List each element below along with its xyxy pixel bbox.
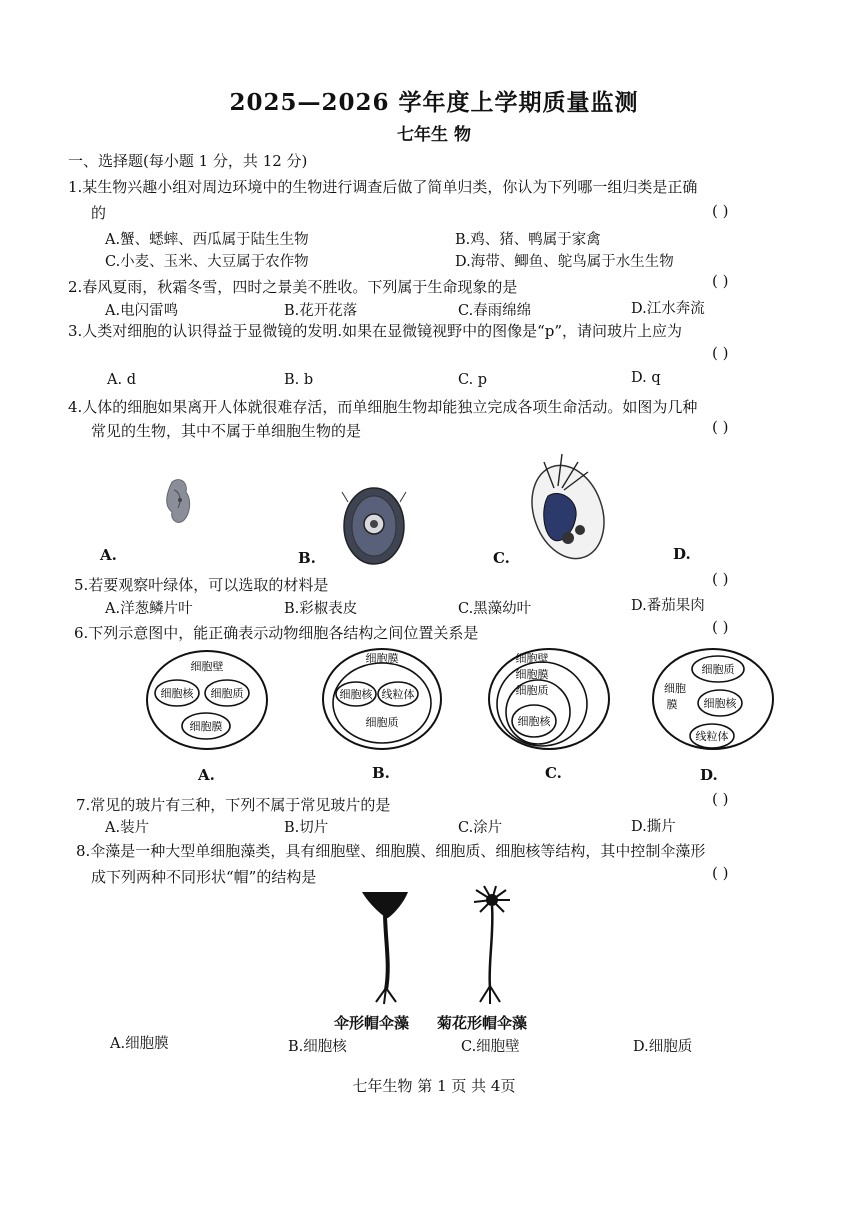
section-heading: 一、选择题(每小题 1 分，共 12 分)	[68, 152, 308, 170]
diagram-label: 细胞膜	[365, 652, 399, 665]
option-a[interactable]: A.	[198, 766, 215, 784]
question-text-cont: 常见的生物，其中不属于单细胞生物的是	[91, 422, 362, 440]
option-c[interactable]: C.	[493, 549, 510, 567]
option-b[interactable]: B. b	[284, 372, 314, 388]
answer-blank[interactable]: ( )	[712, 272, 729, 290]
option-c[interactable]: C.涂片	[458, 820, 503, 836]
diagram-label: 细胞核	[160, 687, 194, 700]
bacterium-image	[150, 470, 210, 530]
option-b[interactable]: B.切片	[284, 820, 329, 836]
question-text: 2.春风夏雨，秋霜冬雪，四时之景美不胜收。下列属于生命现象的是	[68, 278, 518, 296]
option-d[interactable]: D.番茄果肉	[631, 598, 705, 614]
diagram-label: 线粒体	[695, 730, 729, 743]
cell-diagram-c	[486, 646, 612, 752]
question-text: 3.人类对细胞的认识得益于显微镜的发明.如果在显微镜视野中的图像是“p”，请问玻片上应为	[68, 322, 683, 340]
diagram-label: 膜	[666, 698, 678, 711]
umbrella-cap-acetabularia-image	[356, 886, 416, 1010]
option-b[interactable]: B.鸡、猪、鸭属于家禽	[455, 232, 601, 248]
option-c[interactable]: C. p	[458, 372, 488, 388]
option-b[interactable]: B.细胞核	[288, 1039, 347, 1055]
diagram-label: 细胞壁	[190, 660, 224, 673]
diagram-label: 细胞壁	[515, 652, 549, 665]
diagram-label: 细胞质	[701, 663, 735, 676]
hydra-image	[518, 448, 618, 568]
answer-blank[interactable]: ( )	[712, 344, 729, 362]
chrysanthemum-cap-acetabularia-image	[466, 884, 520, 1010]
option-a[interactable]: A.蟹、蟋蟀、西瓜属于陆生生物	[105, 232, 309, 248]
question-text: 4.人体的细胞如果离开人体就很难存活，而单细胞生物却能独立完成各项生命活动。如图为几种	[68, 398, 698, 416]
option-b[interactable]: B.花开花落	[284, 303, 358, 319]
cell-diagram-d	[650, 646, 776, 752]
diagram-label: 细胞质	[210, 687, 244, 700]
diagram-label: 细胞质	[365, 716, 399, 729]
answer-blank[interactable]: ( )	[712, 618, 729, 636]
diagram-label: 细胞核	[703, 697, 737, 710]
question-text-cont: 的	[91, 204, 107, 222]
option-a[interactable]: A.装片	[105, 820, 150, 836]
option-c[interactable]: C.细胞壁	[461, 1039, 520, 1055]
question-text-cont: 成下列两种不同形状“帽”的结构是	[91, 868, 317, 886]
option-d[interactable]: D. q	[631, 370, 661, 386]
answer-blank[interactable]: ( )	[712, 202, 729, 220]
answer-blank[interactable]: ( )	[712, 790, 729, 808]
option-b[interactable]: B.彩椒表皮	[284, 601, 358, 617]
option-c[interactable]: C.春雨绵绵	[458, 303, 532, 319]
option-d[interactable]: D.江水奔流	[631, 301, 705, 317]
figure-label-umbrella: 伞形帽伞藻	[334, 1014, 410, 1032]
diagram-label: 细胞核	[339, 688, 373, 701]
diagram-label: 细胞膜	[189, 720, 223, 733]
figure-label-chrysanthemum: 菊花形帽伞藻	[437, 1014, 528, 1032]
question-text: 8.伞藻是一种大型单细胞藻类，具有细胞壁、细胞膜、细胞质、细胞核等结构，其中控制伞藻形	[76, 842, 706, 860]
option-c[interactable]: C.	[545, 764, 562, 782]
question-text: 6.下列示意图中，能正确表示动物细胞各结构之间位置关系是	[74, 624, 479, 642]
option-a[interactable]: A.洋葱鳞片叶	[105, 601, 193, 617]
option-d[interactable]: D.撕片	[631, 819, 676, 835]
answer-blank[interactable]: ( )	[712, 864, 729, 882]
option-a[interactable]: A.	[100, 546, 117, 564]
diagram-label: 细胞核	[517, 715, 551, 728]
option-b[interactable]: B.	[372, 764, 390, 782]
option-c[interactable]: C.黑藻幼叶	[458, 601, 532, 617]
option-c[interactable]: C.小麦、玉米、大豆属于农作物	[105, 254, 309, 270]
diagram-label: 细胞膜	[515, 668, 549, 681]
question-text: 7.常见的玻片有三种，下列不属于常见玻片的是	[76, 796, 391, 814]
answer-blank[interactable]: ( )	[712, 418, 729, 436]
diagram-label: 线粒体	[381, 688, 415, 701]
option-a[interactable]: A. d	[107, 372, 136, 388]
page-title: 2025—2026 学年度上学期质量监测	[229, 89, 639, 116]
option-d[interactable]: D.细胞质	[633, 1039, 693, 1055]
page-subtitle: 七年生 物	[397, 125, 471, 145]
option-b[interactable]: B.	[298, 549, 316, 567]
page-footer: 七年生物 第 1 页 共 4页	[352, 1077, 516, 1095]
option-d[interactable]: D.海带、鲫鱼、鸵鸟属于水生生物	[455, 254, 674, 270]
paramecium-image	[338, 482, 410, 568]
question-text: 5.若要观察叶绿体，可以选取的材料是	[74, 576, 329, 594]
cell-diagram-a	[144, 648, 270, 752]
option-a[interactable]: A.细胞膜	[110, 1036, 169, 1052]
question-text: 1.某生物兴趣小组对周边环境中的生物进行调查后做了简单归类，你认为下列哪一组归类是正确	[68, 178, 698, 196]
cell-diagram-b	[320, 646, 444, 752]
option-a[interactable]: A.电闪雷鸣	[105, 303, 179, 319]
answer-blank[interactable]: ( )	[712, 570, 729, 588]
option-d[interactable]: D.	[700, 766, 718, 784]
diagram-label: 细胞质	[515, 684, 549, 697]
option-d[interactable]: D.	[673, 545, 691, 563]
diagram-label: 细胞	[664, 682, 686, 695]
